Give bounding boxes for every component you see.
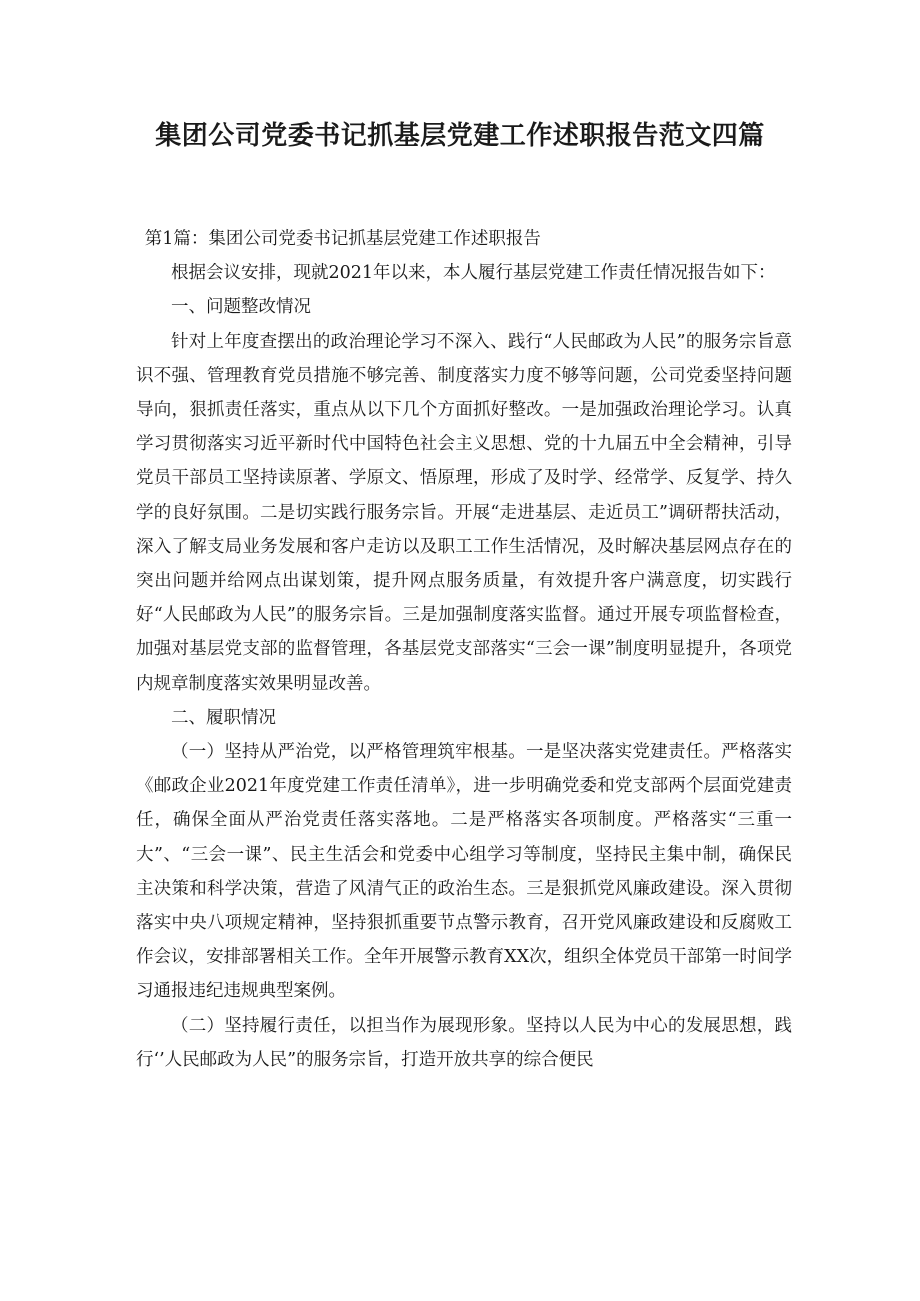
article-heading: 第1篇：集团公司党委书记抓基层党建工作述职报告 [144,229,541,249]
document-title: 集团公司党委书记抓基层党建工作述职报告范文四篇 [155,121,765,151]
paragraph-rectification: 针对上年度查摆出的政治理论学习不深入、践行“人民邮政为人民”的服务宗旨意识不强、管理教育党员措施不够完善、制度落实力度不够等问题，公司党委坚持问题导向，狠抓责任落实，重点从以下几个方面抓好整改。一是加强政治理论学习。认真学习贯彻落实习近平新时代中国特色社会主义思想、党的十九届五中全会精神，引导党员干部员工坚持读原著、学原文、悟原理，形成了及时学、经常学、反复学、持久学的良好氛围。二是切实践行服务宗旨。开展“走进基层、走近员工”调研帮扶活动，深入了解支局业务发展和客户走访以及职工工作生活情况，及时解决基层网点存在的突出问题并给网点出谋划策，提升网点服务质量，有效提升客户满意度，切实践行好“人民邮政为人民”的服务宗旨。三是加强制度落实监督。通过开展专项监督检查，加强对基层党支部的监督管理，各基层党支部落实“三会一课”制度明显提升，各项党内规章制度落实效果明显改善。 [136,331,792,694]
section-heading-rectification: 一、问题整改情况 [171,297,311,318]
paragraph-duty-2: （二）坚持履行责任，以担当作为展现形象。坚持以人民为中心的发展思想，践行‘’人民邮政为人民”的服务宗旨，打造开放共享的综合便民 [136,1015,792,1070]
document-body [136,222,792,1077]
section-heading-duties: 二、履职情况 [171,707,276,728]
paragraph-intro: 根据会议安排，现就2021年以来，本人履行基层党建工作责任情况报告如下： [171,263,776,284]
paragraph-duty-1: （一）坚持从严治党，以严格管理筑牢根基。一是坚决落实党建责任。严格落实《邮政企业2021年度党建工作责任清单》，进一步明确党委和党支部两个层面党建责任，确保全面从严治党责任落实落地。二是严格落实各项制度。严格落实“三重一大”、“三会一课”、民主生活会和党委中心组学习等制度，坚持民主集中制，确保民主决策和科学决策，营造了风清气正的政治生态。三是狠抓党风廉政建设。深入贯彻落实中央八项规定精神，坚持狠抓重要节点警示教育，召开党风廉政建设和反腐败工作会议，安排部署相关工作。全年开展警示教育XX次，组织全体党员干部第一时间学习通报违纪违规典型案例。 [136,742,792,1002]
